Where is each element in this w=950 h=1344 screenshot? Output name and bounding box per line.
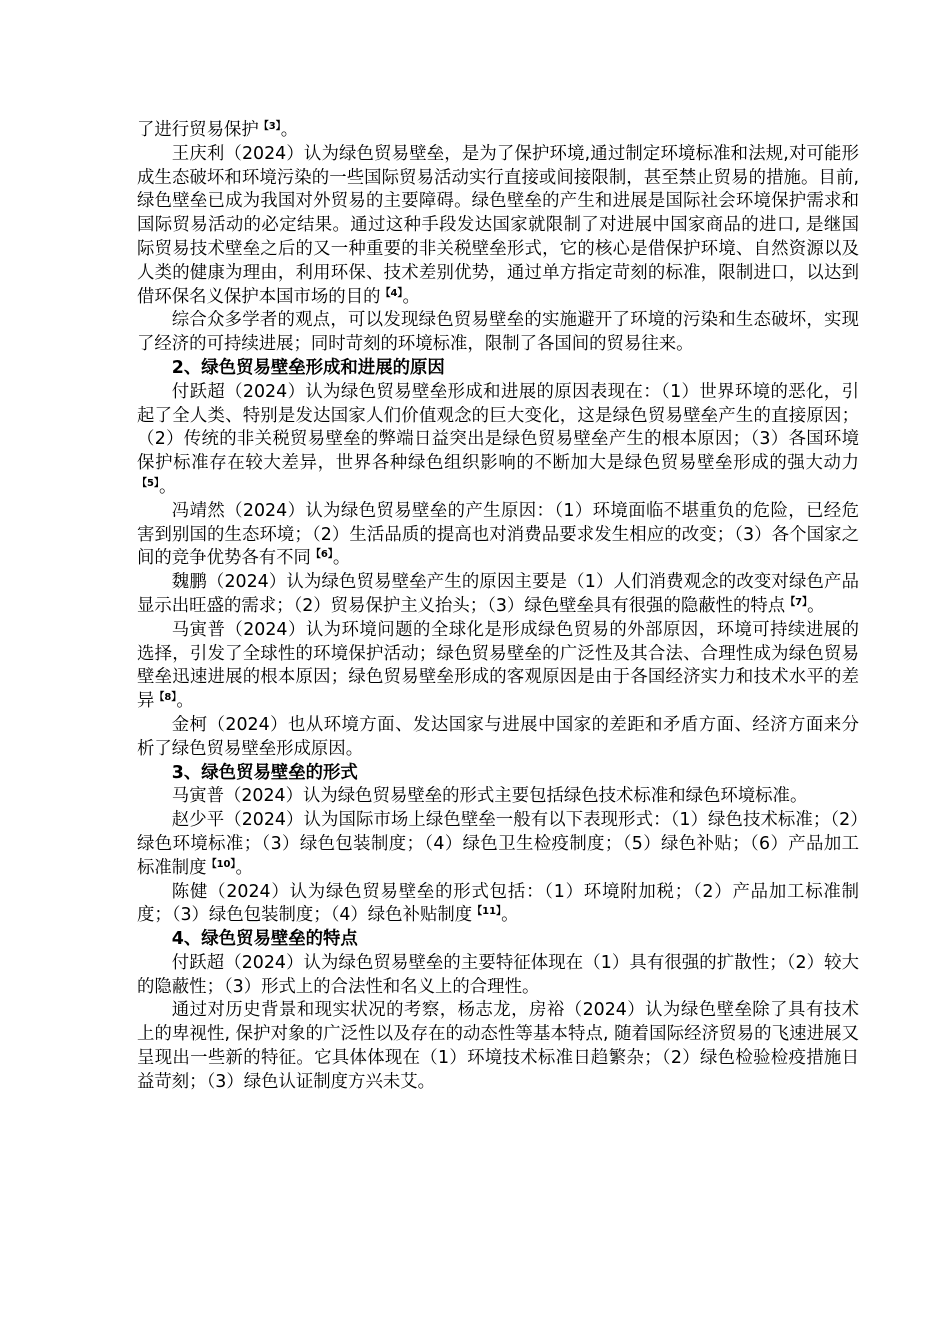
section-heading-2: 2、绿色贸易壁垒形成和进展的原因 xyxy=(171,357,445,378)
paragraph-text: 付跃超（2024）认为绿色贸易壁垒的主要特征体现在（1）具有很强的扩散性；（2）较大的隐蔽性；（3）形式上的合法性和名义上的合理性。 xyxy=(137,952,859,997)
paragraph-jin-ke xyxy=(137,714,859,762)
paragraph-wei-peng xyxy=(137,571,859,619)
citation-ref: 【8】 xyxy=(154,692,177,704)
paragraph-end: 。 xyxy=(402,286,420,307)
paragraph-end: 。 xyxy=(501,905,519,926)
paragraph-text: 综合众多学者的观点，可以发现绿色贸易壁垒的实施避开了环境的污染和生态破坏，实现了经济的可持续进展；同时苛刻的环境标准，限制了各国间的贸易往来。 xyxy=(137,310,859,355)
citation-ref: 【7】 xyxy=(785,596,808,608)
paragraph-fu-yuechao xyxy=(137,381,859,500)
paragraph-text: 魏鹏（2024）认为绿色贸易壁垒产生的原因主要是（1）人们消费观念的改变对绿色产品显示出旺盛的需求；（2）贸易保护主义抬头；（3）绿色壁垒具有很强的隐蔽性的特点 xyxy=(137,572,859,616)
paragraph-zhao-shaoping xyxy=(137,809,859,880)
paragraph-end: 。 xyxy=(235,857,253,878)
paragraph-text: 马寅普（2024）认为绿色贸易壁垒的形式主要包括绿色技术标准和绿色环境标准。 xyxy=(171,786,808,807)
citation-ref: 【6】 xyxy=(310,549,333,561)
citation-ref: 【4】 xyxy=(380,287,403,299)
paragraph-text: 陈健（2024）认为绿色贸易壁垒的形式包括：（1）环境附加税；（2）产品加工标准制度；（3）绿色包装制度；（4）绿色补贴制度 xyxy=(137,881,859,926)
section-heading-3: 3、绿色贸易壁垒的形式 xyxy=(171,762,358,783)
paragraph-text: 付跃超（2024）认为绿色贸易壁垒形成和进展的原因表现在：（1）世界环境的恶化，引起了全人类、特别是发达国家人们价值观念的巨大变化，这是绿色贸易壁垒产生的直接原因；（2）传统的非关税贸易壁垒的弊端日益突出是绿色贸易壁垒产生的根本原因；（3）各国环境保护标准存在较大差异，世界各种绿色组织影响的不断加大是绿色贸易壁垒形成的强大动力 xyxy=(137,381,859,474)
paragraph-text: 赵少平（2024）认为国际市场上绿色壁垒一般有以下表现形式：（1）绿色技术标准；（2）绿色环境标准；（3）绿色包装制度；（4）绿色卫生检疫制度；（5）绿色补贴；（6）产品加工标准制度 xyxy=(137,810,859,878)
paragraph-text: 王庆利（2024）认为绿色贸易壁垒，是为了保护环境,通过制定环境标准和法规,对可能形成生态破坏和环境污染的一些国际贸易活动实行直接或间接限制，甚至禁止贸易的措施。目前,绿色壁垒已成为我国对外贸易的主要障碍。绿色壁垒的产生和进展是国际社会环境保护需求和国际贸易活动的必定结果。通过这种手段发达国家就限制了对进展中国家商品的进口, 是继国际贸易技术壁垒之后的又一种重要的非关税壁垒形式，它的核心是借保护环境、自然资源以及人类的健康为理由，利用环保、技术差别优势，通过单方指定苛刻的标准，限制进口，以达到借环保名义保护本国市场的目的 xyxy=(137,143,859,307)
citation-ref: 【11】 xyxy=(472,906,502,918)
document-page xyxy=(137,119,859,1095)
paragraph-text: 通过对历史背景和现实状况的考察，杨志龙，房裕（2024）认为绿色壁垒除了具有技术上的卑视性, 保护对象的广泛性以及存在的动态性等基本特点, 随着国际经济贸易的飞速进展又呈现出一些新的特征。它具体体现在（1）环境技术标准日趋繁杂；（2）绿色检验检疫措施日益苛刻；（3）绿色认证制度方兴未艾。 xyxy=(137,1000,859,1092)
paragraph-end: 。 xyxy=(807,595,825,616)
paragraph-end: 。 xyxy=(332,548,351,569)
paragraph-feng-jingran xyxy=(137,500,859,571)
paragraph-chen-jian xyxy=(137,881,859,929)
citation-ref: 【5】 xyxy=(137,477,159,489)
paragraph-end: 。 xyxy=(280,120,299,140)
paragraph-ma-yinpu-forms xyxy=(137,785,859,809)
citation-ref: 【10】 xyxy=(206,858,236,870)
paragraph-summary xyxy=(137,309,859,357)
paragraph-yang-zhilong xyxy=(137,999,859,1094)
paragraph-continuation xyxy=(137,119,859,143)
section-heading-4: 4、绿色贸易壁垒的特点 xyxy=(171,929,358,950)
paragraph-text: 金柯（2024）也从环境方面、发达国家与进展中国家的差距和矛盾方面、经济方面来分析了绿色贸易壁垒形成原因。 xyxy=(137,714,859,759)
paragraph-fu-yuechao-features xyxy=(137,952,859,1000)
paragraph-text: 冯靖然（2024）认为绿色贸易壁垒的产生原因：（1）环境面临不堪重负的危险，已经危害到别国的生态环境；（2）生活品质的提高也对消费品要求发生相应的改变；（3）各个国家之间的竞争优势各有不同 xyxy=(137,500,859,569)
citation-ref: 【3】 xyxy=(258,121,281,132)
paragraph-end: 。 xyxy=(176,691,194,712)
paragraph-ma-yinpu xyxy=(137,619,859,714)
paragraph-wang-qingli xyxy=(137,143,859,310)
paragraph-end: 。 xyxy=(158,476,177,497)
paragraph-text: 马寅普（2024）认为环境问题的全球化是形成绿色贸易的外部原因，环境可持续进展的选择，引发了全球性的环境保护活动；绿色贸易壁垒的广泛性及其合法、合理性成为绿色贸易壁垒迅速进展的根本原因；绿色贸易壁垒形成的客观原因是由于各国经济实力和技术水平的差异 xyxy=(137,619,859,712)
paragraph-text: 了进行贸易保护 xyxy=(137,120,259,140)
